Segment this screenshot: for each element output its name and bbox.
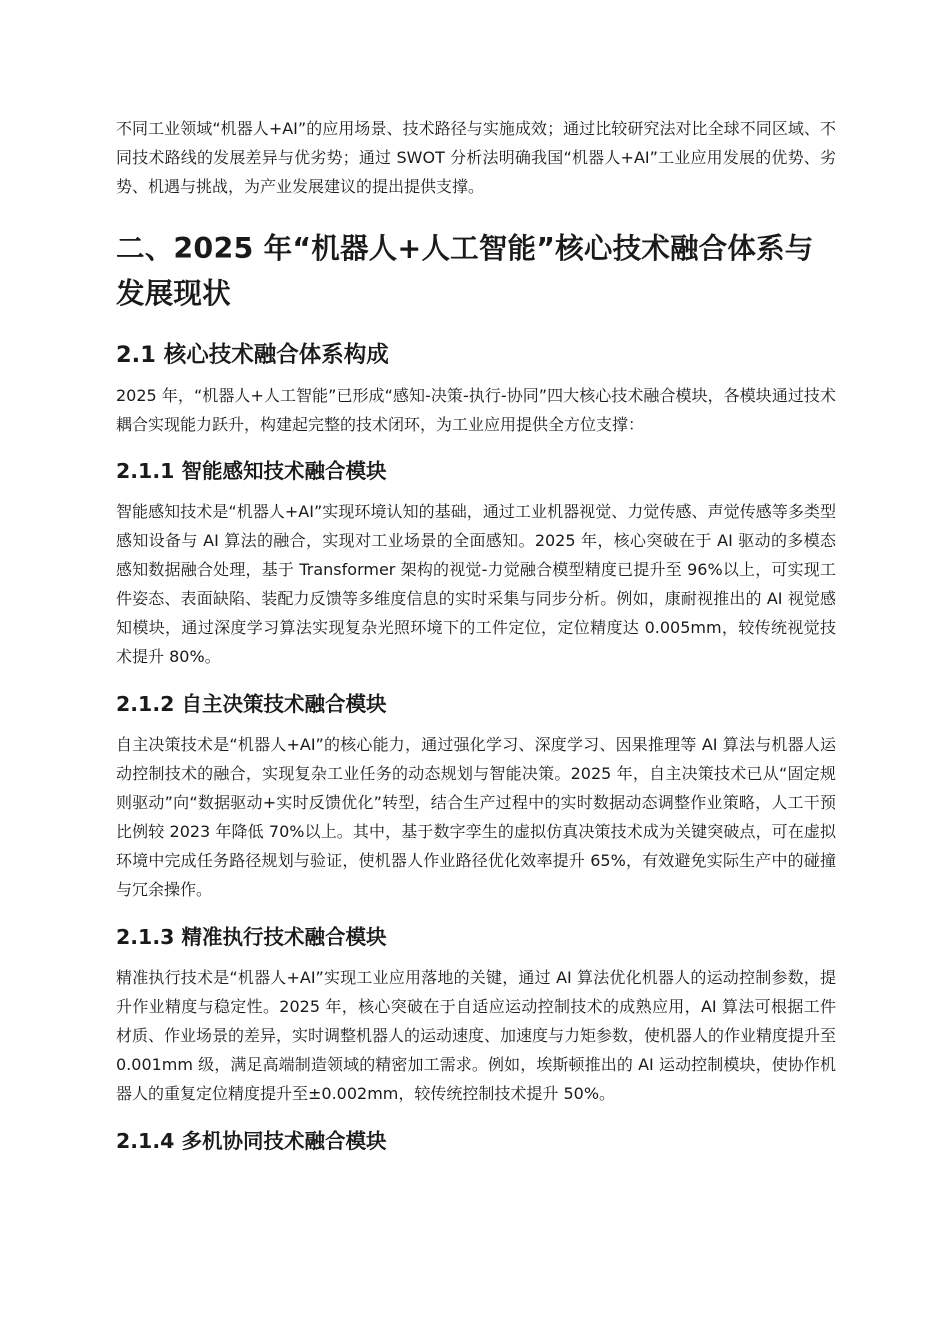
module-title-2-1-2: 2.1.2 自主决策技术融合模块 [116,692,387,716]
module-title-2-1-1: 2.1.1 智能感知技术融合模块 [116,459,387,483]
module-2-1-2-paragraph: 自主决策技术是“机器人+AI”的核心能力，通过强化学习、深度学习、因果推理等 AI 算法与机器人运动控制技术的融合，实现复杂工业任务的动态规划与智能决策。2025 年，自主决策技术已从“固定规则驱动”向“数据驱动+实时反馈优化”转型，结合生产过程中的实时数据动态调整作业策略，人工干预比例较 2023 年降低 70%以上。其中，基于数字孪生的虚拟仿真决策技术成为关键突破点，可在虚拟环境中完成任务路径规划与验证，使机器人作业路径优化效率提升 65%，有效避免实际生产中的碰撞与冗余操作。 [116,735,836,899]
document-page [116,114,836,1156]
intro-paragraph: 不同工业领域“机器人+AI”的应用场景、技术路径与实施成效；通过比较研究法对比全球不同区域、不同技术路线的发展差异与优劣势；通过 SWOT 分析法明确我国“机器人+AI”工业应用发展的优势、劣势、机遇与挑战，为产业发展建议的提出提供支撑。 [116,119,836,196]
module-2-1-3-paragraph: 精准执行技术是“机器人+AI”实现工业应用落地的关键，通过 AI 算法优化机器人的运动控制参数，提升作业精度与稳定性。2025 年，核心突破在于自适应运动控制技术的成熟应用，AI 算法可根据工件材质、作业场景的差异，实时调整机器人的运动速度、加速度与力矩参数，使机器人的作业精度提升至 0.001mm 级，满足高端制造领域的精密加工需求。例如，埃斯顿推出的 AI 运动控制模块，使协作机器人的重复定位精度提升至±0.002mm，较传统控制技术提升 50%。 [116,968,837,1103]
module-title-2-1-3: 2.1.3 精准执行技术融合模块 [116,925,387,949]
section-title: 二、2025 年“机器人+人工智能”核心技术融合体系与发展现状 [116,232,814,310]
subsection-title-2-1: 2.1 核心技术融合体系构成 [116,342,389,368]
subsection-2-1-paragraph: 2025 年，“机器人+人工智能”已形成“感知-决策-执行-协同”四大核心技术融合模块，各模块通过技术耦合实现能力跃升，构建起完整的技术闭环，为工业应用提供全方位支撑： [116,386,836,434]
module-title-2-1-4: 2.1.4 多机协同技术融合模块 [116,1129,387,1153]
module-2-1-1-paragraph: 智能感知技术是“机器人+AI”实现环境认知的基础，通过工业机器视觉、力觉传感、声觉传感等多类型感知设备与 AI 算法的融合，实现对工业场景的全面感知。2025 年，核心突破在于 AI 驱动的多模态感知数据融合处理，基于 Transformer 架构的视觉-力觉融合模型精度已提升至 96%以上，可实现工件姿态、表面缺陷、装配力反馈等多维度信息的实时采集与同步分析。例如，康耐视推出的 AI 视觉感知模块，通过深度学习算法实现复杂光照环境下的工件定位，定位精度达 0.005mm，较传统视觉技术提升 80%。 [116,502,836,666]
